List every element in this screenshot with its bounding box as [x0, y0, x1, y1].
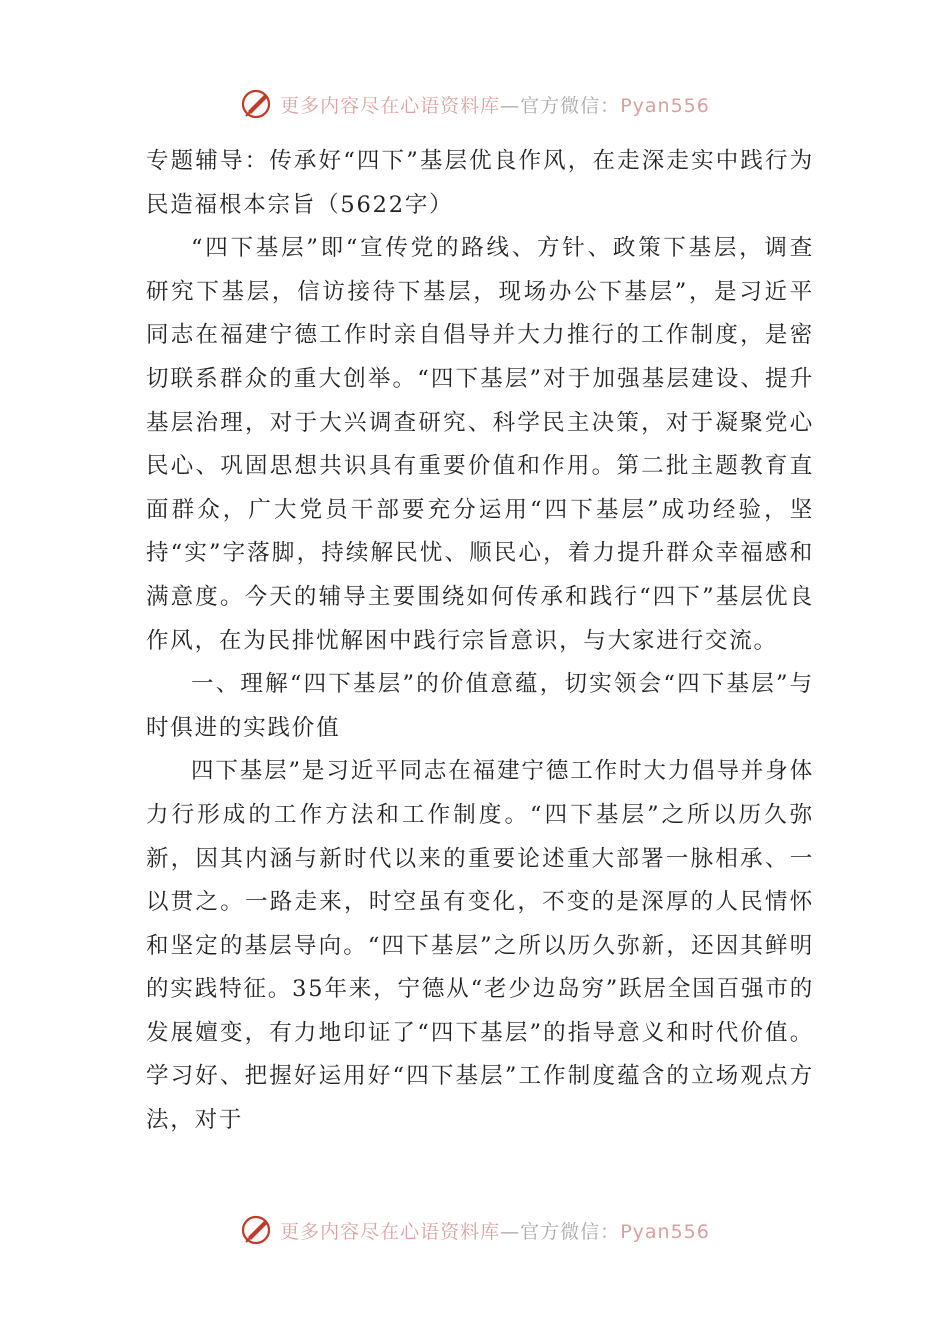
- banner-wechat-label: 官方微信：: [520, 1220, 621, 1243]
- banner-wechat-id: Pyan556: [620, 1220, 710, 1243]
- footer-banner: [0, 1210, 950, 1250]
- banner-separator: —: [500, 1220, 521, 1243]
- banner-wechat-label: 官方微信：: [520, 94, 621, 117]
- banner-site-name: 更多内容尽在心语资料库: [280, 1220, 501, 1243]
- section-heading: 一、理解“四下基层”的价值意蕴，切实领会“四下基层”与时俱进的实践价值: [146, 671, 814, 741]
- quill-logo-icon: [240, 1213, 274, 1247]
- banner-wechat-id: Pyan556: [620, 94, 710, 117]
- section-paragraph: 四下基层”是习近平同志在福建宁德工作时大力倡导并身体力行形成的工作方法和工作制度。“四下基层”之所以历久弥新，因其内涵与新时代以来的重要论述重大部署一脉相承、一以贯之。一路走来，时空虽有变化，不变的是深厚的人民情怀和坚定的基层导向。“四下基层”之所以历久弥新，还因其鲜明的实践特征。35年来，宁德从“老少边岛穷”跃居全国百强市的发展嬗变，有力地印证了“四下基层”的指导意义和时代价值。学习好、把握好运用好“四下基层”工作制度蕴含的立场观点方法，对于: [146, 758, 814, 1134]
- banner-site-name: 更多内容尽在心语资料库: [280, 94, 501, 117]
- document-title: 专题辅导：传承好“四下”基层优良作风，在走深走实中践行为民造福根本宗旨（5622字）: [146, 148, 814, 218]
- banner-separator: —: [500, 94, 521, 117]
- document-body: [146, 140, 814, 1143]
- quill-logo-icon: [240, 87, 274, 121]
- header-banner: [0, 84, 950, 124]
- intro-paragraph: “四下基层”即“宣传党的路线、方针、政策下基层，调查研究下基层，信访接待下基层，现场办公下基层”，是习近平同志在福建宁德工作时亲自倡导并大力推行的工作制度，是密切联系群众的重大创举。“四下基层”对于加强基层建设、提升基层治理，对于大兴调查研究、科学民主决策，对于凝聚党心民心、巩固思想共识具有重要价值和作用。第二批主题教育直面群众，广大党员干部要充分运用“四下基层”成功经验，坚持“实”字落脚，持续解民忧、顺民心，着力提升群众幸福感和满意度。今天的辅导主要围绕如何传承和践行“四下”基层优良作风，在为民排忧解困中践行宗旨意识，与大家进行交流。: [146, 235, 814, 654]
